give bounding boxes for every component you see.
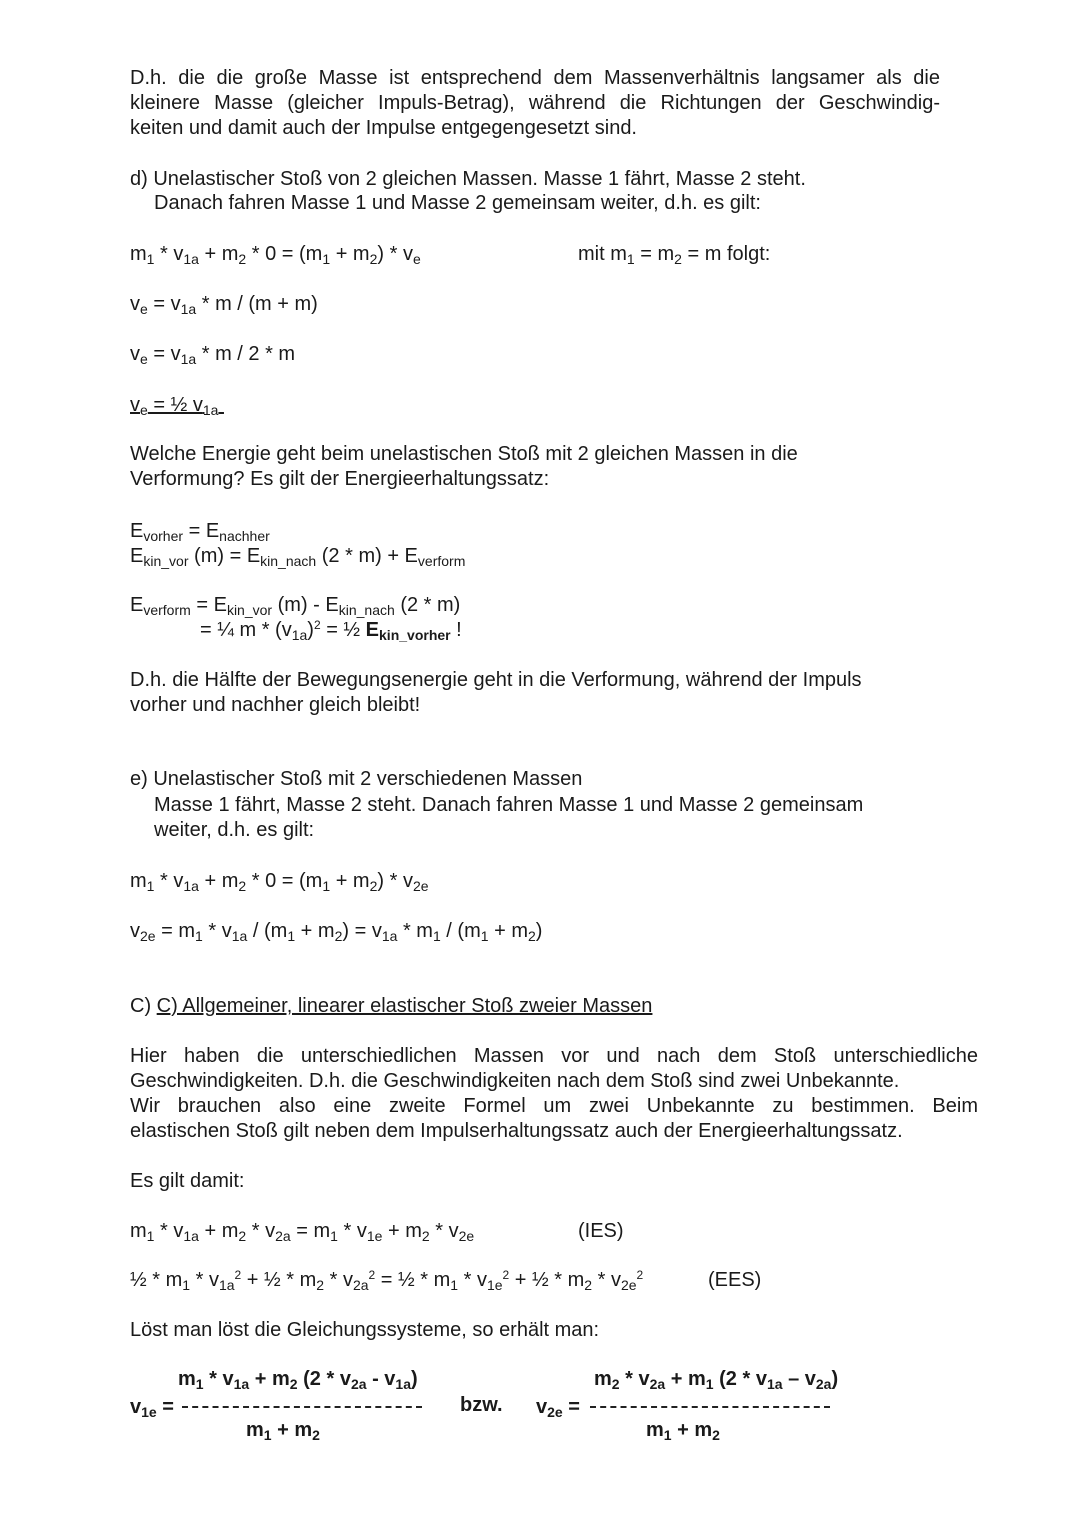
formula-1-fraction-line xyxy=(182,1406,422,1408)
energy-eq-3: $E_{verform} = E_{kin\_vor}$ $(m) - E_{kin\_nach}$ (2 * m) xyxy=(130,594,461,618)
formula-2-denominator: $m_1 + m_2$ xyxy=(646,1419,720,1443)
eq-d-momentum: $m_1 * v_{1a} + m_2 * 0 = (m_1 + m_2) * v_e$ xyxy=(130,243,421,267)
c-para-line-3: Wir brauchen also eine zweite Formel um zwei Unbekannte zu bestimmen. Beim xyxy=(130,1095,978,1117)
conclusion-line-2: vorher und nachher gleich bleibt! xyxy=(130,694,421,716)
eq-ies: $m_1 * v_{1a} + m_2 * v_{2a} = m_1 * v_{1e} + m_2 * v_{2e}$ xyxy=(130,1220,475,1244)
formula-1-denominator: $m_1 + m_2$ xyxy=(246,1419,320,1443)
bzw-label: bzw. xyxy=(460,1394,503,1416)
eq-d-2: $v_e = v_{1a} * m / (m + m)$ xyxy=(130,293,318,317)
eq-d-3: $v_e = v_{1a} * m / 2 * m$ xyxy=(130,343,296,367)
eq-d-condition: mit $m_1 = m_2 = m$ folgt: xyxy=(578,243,771,267)
eq-ees: ½ * $m_1 * v_{1a}^2$ + ½ * $m_2 * v_{2a}^2$ = ½ * $m_1 * v_{1e}^2$ + ½ * $m_2 * v_{2e}^2$ xyxy=(130,1268,644,1293)
energy-eq-1: $E_{vorher} = E_{nachher}$ xyxy=(130,520,270,544)
section-d-heading-2: Danach fahren Masse 1 und Masse 2 gemeinsam weiter, d.h. es gilt: xyxy=(154,192,761,214)
energy-eq-4: = ¼ m * $(v_{1a})^2$ = ½ $E_{kin\_vorher}$ ! xyxy=(200,618,462,643)
es-gilt-damit: Es gilt damit: xyxy=(130,1170,245,1192)
section-e-heading-2: Masse 1 fährt, Masse 2 steht. Danach fahren Masse 1 und Masse 2 gemeinsam xyxy=(154,794,864,816)
eq-e-result: $v_{2e} = m_1 * v_{1a} / (m_1 + m_2) = v_{1a} * m_1 / (m_1 + m_2)$ xyxy=(130,920,543,944)
question-line-2: Verformung? Es gilt der Energieerhaltungssatz: xyxy=(130,468,550,490)
formula-1-numerator: $m_1 * v_{1a} + m_2$ $(2 * v_{2a} - v_{1a})$ xyxy=(178,1368,418,1392)
formula-2-fraction-line xyxy=(590,1406,830,1408)
c-para-line-2: Geschwindigkeiten. D.h. die Geschwindigkeiten nach dem Stoß sind zwei Unbekannte. xyxy=(130,1070,900,1092)
eq-e-momentum: $m_1 * v_{1a} + m_2 * 0 = (m_1 + m_2) * v_{2e}$ xyxy=(130,870,429,894)
section-c-title-text: C) Allgemeiner, linearer elastischer Stoß zweier Massen xyxy=(156,995,653,1017)
c-para-line-4: elastischen Stoß gilt neben dem Impulserhaltungssatz auch der Energieerhaltungssatz. xyxy=(130,1120,903,1142)
intro-line-2: kleinere Masse (gleicher Impuls-Betrag), während die Richtungen der Geschwindig- xyxy=(130,92,940,114)
intro-line-3: keiten und damit auch der Impulse entgegengesetzt sind. xyxy=(130,117,637,139)
conclusion-line-1: D.h. die Hälfte der Bewegungsenergie geht in die Verformung, während der Impuls xyxy=(130,669,862,691)
eq-d-result: $v_e$ = ½ $v_{1a}$ xyxy=(130,394,219,418)
section-e-heading-3: weiter, d.h. es gilt: xyxy=(154,819,315,841)
formula-2-numerator: $m_2 * v_{2a} + m_1$ $(2 * v_{1a} - v_{2a})$ xyxy=(594,1368,839,1392)
solve-line: Löst man löst die Gleichungssysteme, so erhält man: xyxy=(130,1319,600,1341)
section-d-heading: d) Unelastischer Stoß von 2 gleichen Massen. Masse 1 fährt, Masse 2 steht. xyxy=(130,168,806,190)
formula-2-lhs: $v_{2e}$ = xyxy=(536,1396,580,1420)
ees-tag: (EES) xyxy=(708,1269,762,1291)
intro-line-1: D.h. die die große Masse ist entsprechend dem Massenverhältnis langsamer als die xyxy=(130,67,940,89)
section-e-heading: e) Unelastischer Stoß mit 2 verschiedenen Massen xyxy=(130,768,583,790)
ies-tag: (IES) xyxy=(578,1220,624,1242)
section-c-title: C) C) Allgemeiner, linearer elastischer Stoß zweier Massen xyxy=(130,995,653,1017)
formula-1-lhs: $v_{1e}$ = xyxy=(130,1396,174,1420)
question-line-1: Welche Energie geht beim unelastischen Stoß mit 2 gleichen Massen in die xyxy=(130,443,798,465)
c-para-line-1: Hier haben die unterschiedlichen Massen vor und nach dem Stoß unterschiedliche xyxy=(130,1045,978,1067)
energy-eq-2: $E_{kin\_vor}$ $(m) = E_{kin\_nach}$ $(2 * m) + E_{verform}$ xyxy=(130,545,466,569)
